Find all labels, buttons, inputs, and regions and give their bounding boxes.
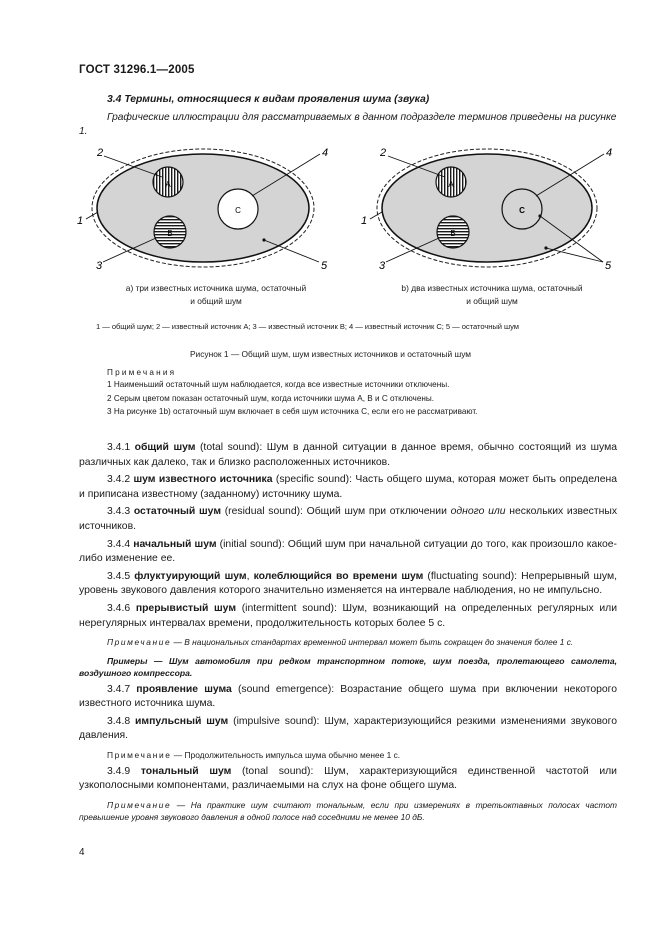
caption-b-line2: и общий шум xyxy=(466,296,518,306)
notes-heading: Примечания xyxy=(107,368,177,377)
caption-a xyxy=(96,282,336,308)
source-c-label: C xyxy=(235,206,241,215)
term-3-4-1 xyxy=(79,441,617,470)
term-name: импульсный шум xyxy=(135,715,229,727)
caption-b-line1: два известных источника шума, остаточный xyxy=(411,283,583,293)
term-name: проявление шума xyxy=(136,683,232,695)
term-name-alt: колеблющийся во времени шум xyxy=(253,570,424,582)
term-definition: (initial sound): Общий шум при начальной ситуации до того, как произошло какое-либо изменение ее. xyxy=(79,538,618,565)
label-2: 2 xyxy=(380,147,387,159)
term-name: тональный шум xyxy=(140,765,232,777)
note-1: 1 Наименьший остаточный шум наблюдается, когда все известные источники отключены. xyxy=(107,380,450,389)
term-3-4-3 xyxy=(79,505,617,534)
term-number: 3.4.9 xyxy=(107,765,131,777)
term-number: 3.4.1 xyxy=(107,442,131,453)
term-3-4-7 xyxy=(79,683,617,712)
figure-title: Рисунок 1 — Общий шум, шум известных источников и остаточный шум xyxy=(189,349,472,359)
example-label: Примеры xyxy=(107,655,148,666)
term-definition: (specific sound): Часть общего шума, которая может быть определена и приписана известному (заданному) источнику шума. xyxy=(79,474,617,500)
term-name: прерывистый шум xyxy=(135,602,237,614)
term-3-4-5 xyxy=(79,570,617,599)
label-1: 1 xyxy=(361,215,368,227)
term-3-4-9 xyxy=(79,765,617,794)
term-name: начальный шум xyxy=(133,538,217,550)
term-3-4-6 xyxy=(79,602,617,631)
caption-a-line1: три известных источника шума, остаточный xyxy=(135,283,307,293)
note-label: Примечание xyxy=(107,799,172,810)
source-c-label: C xyxy=(519,206,525,215)
term-number: 3.4.4 xyxy=(107,538,131,550)
term-definition: (tonal sound): Шум, характеризующийся единственной частотой или узкополосными компонентами, различаемыми на слух на фоне общего шума. xyxy=(79,765,617,792)
term-number: 3.4.7 xyxy=(107,683,131,695)
label-5: 5 xyxy=(605,260,612,272)
label-4: 4 xyxy=(322,147,329,159)
term-definition: (intermittent sound): Шум, возникающий на определенных регулярных или нерегулярных интервалах времени, продолжительность которых более 5 с. xyxy=(79,602,618,629)
term-definition: (sound emergence): Возрастание общего шума при включении некоторого известного источника шума. xyxy=(79,683,617,710)
term-3-4-9-note xyxy=(79,799,617,824)
term-definition: (total sound): Шум в данной ситуации в данное время, обычно состоящий из шума различных как далеко, так и близко расположенных источников. xyxy=(79,442,617,468)
term-number: 3.4.2 xyxy=(107,474,131,486)
term-number: 3.4.3 xyxy=(107,506,131,518)
residual-sound-area xyxy=(97,154,309,262)
term-3-4-6-note xyxy=(79,636,617,649)
term-separator: , xyxy=(246,570,254,582)
term-name: шум известного источника xyxy=(133,474,273,486)
figure-legend: 1 — общий шум; 2 — известный источник A; 3 — известный источник B; 4 — известный источник C; 5 — остаточный шум xyxy=(96,322,519,331)
term-3-4-4 xyxy=(79,538,617,567)
label-2: 2 xyxy=(97,147,104,159)
label-3: 3 xyxy=(96,260,103,272)
source-b-label: B xyxy=(167,229,173,238)
caption-b xyxy=(372,282,612,308)
term-name: остаточный шум xyxy=(133,506,222,518)
term-name: общий шум xyxy=(134,442,196,453)
figure-notes xyxy=(107,378,607,419)
document-code: ГОСТ 31296.1—2005 xyxy=(79,64,195,76)
note-label: Примечание xyxy=(107,750,172,760)
term-3-4-8 xyxy=(79,715,617,744)
term-3-4-2 xyxy=(79,473,617,502)
note-text: — На практике шум считают тональным, если при измерениях в третьоктавных полосах частот превышение уровня звукового давления в одной полосе над соседними не менее 10 дБ. xyxy=(79,799,617,823)
term-definition: (impulsive sound): Шум, характеризующийся резкими изменениями звукового давления. xyxy=(79,715,617,742)
note-label: Примечание xyxy=(107,637,172,648)
note-2: 2 Серым цветом показан остаточный шум, когда источники шума A, B и C отключены. xyxy=(107,393,435,403)
label-4: 4 xyxy=(606,147,613,159)
term-definition: (fluctuating sound): Непрерывный шум, уровень звукового давления которого значительно изменяется на интервале наблюдения, но не импульсно. xyxy=(79,570,617,597)
label-5: 5 xyxy=(321,260,328,272)
source-a-label: A xyxy=(448,180,454,189)
terms-body xyxy=(79,441,617,824)
term-number: 3.4.6 xyxy=(107,602,131,614)
note-text: — В национальных стандартах временной интервал может быть сокращен до значения более 1 с. xyxy=(171,637,574,648)
source-b-label: B xyxy=(450,229,456,238)
residual-sound-area xyxy=(382,154,592,262)
term-number: 3.4.5 xyxy=(107,570,131,582)
section-heading: 3.4 Термины, относящиеся к видам проявления шума (звука) xyxy=(107,94,430,105)
page-number: 4 xyxy=(79,847,85,858)
caption-a-line2: и общий шум xyxy=(190,296,242,306)
caption-b-prefix: b) xyxy=(401,283,409,293)
term-number: 3.4.8 xyxy=(107,715,131,727)
figure-1-diagrams xyxy=(0,138,661,276)
section-intro: Графические иллюстрации для рассматриваемых в данном подразделе терминов приведены на рисунке 1. xyxy=(79,112,617,137)
term-definition: (residual sound): Общий шум при отключении xyxy=(221,506,451,518)
label-1: 1 xyxy=(77,215,84,227)
term-3-4-8-note xyxy=(79,749,617,762)
term-name: флуктуирующий шум xyxy=(134,570,247,582)
example-text: — Шум автомобиля при редком транспортном потоке, шум поезда, пролетающего самолета, воздушного компрессора. xyxy=(79,655,617,679)
term-definition-end: нескольких известных источников. xyxy=(79,506,618,532)
diagram-b xyxy=(361,147,612,272)
label-3: 3 xyxy=(379,260,386,272)
note-3: 3 На рисунке 1b) остаточный шум включает в себя шум источника C, если его не рассматривают. xyxy=(107,407,478,416)
source-a-label: A xyxy=(165,180,171,189)
caption-a-prefix: а) xyxy=(125,283,134,293)
term-3-4-6-example xyxy=(79,655,617,680)
term-definition-italic: одного или xyxy=(450,506,506,518)
note-text: — Продолжительность импульса шума обычно менее 1 с. xyxy=(171,750,401,760)
diagram-a xyxy=(77,147,328,272)
